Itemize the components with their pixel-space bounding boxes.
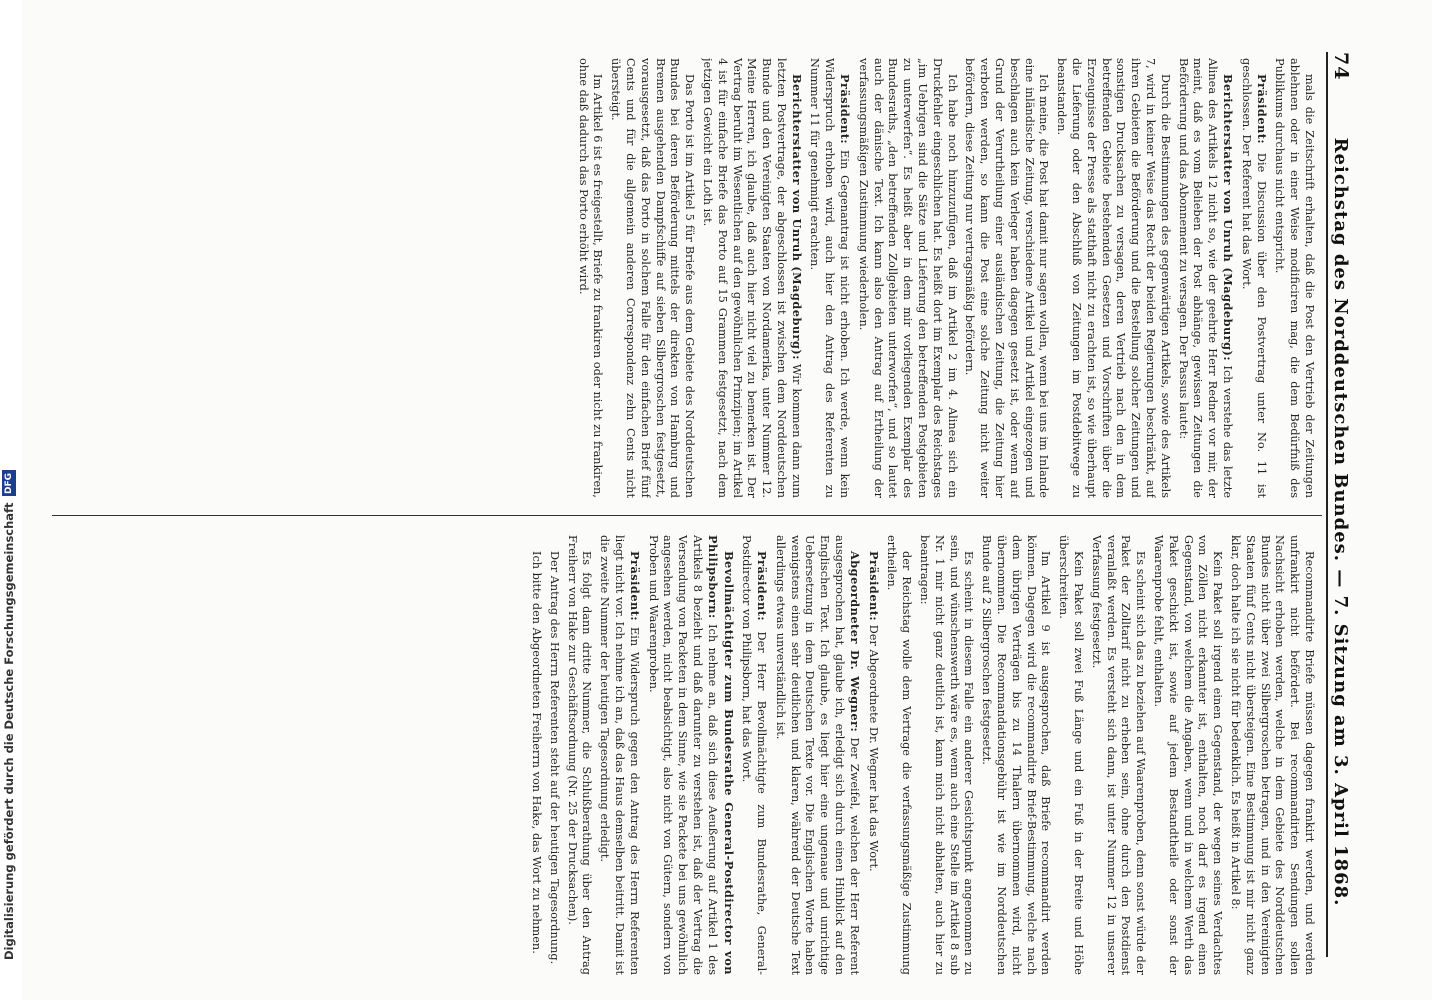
page-number: 74 <box>1330 52 1352 81</box>
paragraph <box>1150 535 1224 975</box>
paragraph-text: Der Abgeordnete Dr. Wegner hat das Wort. <box>866 624 880 872</box>
paragraph-text: Im Artikel 9 ist ausgesprochen, daß Briefe recommandirt werden können. Dagegen wird die recommandirte Brief-Bestimmung, welche nach dem übrigen Verträgen bis zu 14 Thalern übernommen wird, nicht übernommen. Die Recommandationsgebühr ist wie im Norddeutschen Bunde auf 2 Silbergroschen festgesetzt. <box>980 535 1053 975</box>
speaker-name: Berichterstatter von Unruh (Magdeburg): <box>789 74 804 360</box>
paragraph-text: Es folgt dann dritte Nummer, die Schlußberathung über den Antrag Freiherr von Hake zur Geschäftsordnung (Nr. 25 der Drucksachen). <box>565 535 594 975</box>
paragraph <box>962 58 1051 498</box>
paragraph <box>645 535 736 975</box>
paragraph <box>916 535 975 975</box>
paragraph <box>1055 535 1085 975</box>
paragraph-text: Der Zweifel, welchen der Herr Referent ausgesprochen hat, glaube ich, erledigt sich durch einen Hinblick auf den Englischen Text. Ich glaube, es liegt hier eine ungenaue und unrichtige Uebersetzung in dem Deutschen Texte vor. Die Englischen Worte haben wenigstens einen sehr deutlichen und klaren, während der Deutsche Text allerdings etwas unverständlich ist. <box>773 535 861 975</box>
paragraph-text: Die Discussion über den Postvertrag unter No. 11 ist geschlossen. Der Referent hat das Wort. <box>1239 58 1268 498</box>
paragraph <box>528 535 543 975</box>
paragraph <box>978 535 1052 975</box>
speaker-name: Präsident: <box>627 551 642 622</box>
paragraph-text: Ich nehme an, daß sich diese Aeußerung auf Artikel 1 des Artikels 8 bezieht und daß darunter zu verstehen ist, daß der Vertrag die Versendung von Packeten in dem Sinne, wie sie Packete bei uns gewöhnlich angesehen werden, nicht beabsichtigt, also nicht von Gütern, sondern von Proben und Waarenproben. <box>646 535 719 975</box>
paragraph-text: Das Porto ist im Artikel 5 für Briefe aus dem Gebiete des Norddeutschen Bundes bei deren Beförderung mittels der direkten von Hamburg und Bremen ausgehenden Dampfschiffe auf sieben Silbergroschen festgesetzt, vorausgesetzt, daß das Porto in solchem Falle für den einfachen Brief fünf Cents und für die allgemein anderen Correspondenz zehn Cents nicht übersteigt. <box>609 58 697 498</box>
speaker-name: Präsident: <box>838 74 853 145</box>
speaker-name: Berichterstatter von Unruh (Magdeburg): <box>1221 74 1236 362</box>
paragraph-text: Ich verstehe das letzte Alinea des Artikels 12 nicht so, wie der geehrte Herr Redner vor mir, der meint, daß es vom Belieben der Post abhänge, gewissen Zeitungen die Beförderung und das Abonnement zu versagen. Der Passus lautet: <box>1176 58 1235 498</box>
paragraph <box>865 535 881 975</box>
paragraph <box>807 58 852 498</box>
speaker-name: Abgeordneter Dr. Wegner: <box>847 551 862 733</box>
credit-text: Digitalisierung gefördert durch die Deutsche Forschungsgemeinschaft <box>2 502 16 960</box>
paragraph-text: Kein Paket soll zwei Fuß Länge und ein Fuß in der Breite und Höhe überschreiten. <box>1057 535 1086 975</box>
paragraph-text: Wir kommen dann zum letzten Postvertrage, der abgeschlossen ist zwischen dem Norddeutschen Bunde und den Vereinigten Staaten von Nordamerika, unter Nummer 12. Meine Herren, ich glaube, daß auch hier nicht viel zu bemerken ist. Der Vertrag beruht im Wesentlichen auf den gewöhnlichen Prinzipien; im Artikel 4 ist für einfache Briefe das Porto auf 15 Grammen festgesetzt, nach dem jetzigen Gewicht ein Loth ist. <box>700 58 803 498</box>
paragraph-text: Es scheint in diesem Falle ein anderer Gesichtspunkt angenommen zu sein, und wünschenswerth wäre es, wenn auch eine Stelle im Artikel 8 sub Nr. 1 mir nicht ganz deutlich ist, kann mich nicht abhalten, auch hier zu beantragen: <box>918 535 976 975</box>
paragraph-text: Ich bitte den Abgeordneten Freiherrn von Hake, das Wort zu nehmen. <box>529 551 543 954</box>
speaker-name: Präsident: <box>866 551 881 622</box>
speaker-name: Präsident: <box>755 551 770 622</box>
paragraph-text: Der Herr Bevollmächtigte zum Bundesrathe, General-Postdirector von Philipsborn, hat das Wort. <box>740 535 769 975</box>
paragraph <box>1088 535 1147 975</box>
paragraph <box>564 535 594 975</box>
dfg-logo: DFG <box>2 470 16 496</box>
paragraph-text: Durch die Bestimmungen des gegenwärtigen Artikels, sowie des Artikels 7, wird in keiner Weise das Recht der beiden Regierungen beschränkt, auf ihren Gebieten die Beförderung und die Bestellung solcher Zeitungen und sonstigen Drucksachen zu versagen, deren Vertrieb nach den in dem betreffenden Gebiete bestehenden Gesetzen und Vorschriften über die Erzeugnisse der Presse als statthaft nicht zu erachten ist, so wie überhaupt die Lieferung oder den Abschluß von Zeitungen im Postdebitwege zu beanstanden. <box>1055 58 1172 498</box>
paragraph <box>1272 58 1316 498</box>
paragraph-text: Im Artikel 6 ist es freigestellt, Briefe zu frankiren oder nicht zu frankiren, ohne daß dadurch das Porto erhöht wird. <box>576 58 605 498</box>
speaker-name: Präsident: <box>1254 74 1269 145</box>
paragraph <box>855 58 959 498</box>
paragraph <box>596 535 641 975</box>
speaker-name: Bevollmächtigter zum Bundesrathe General-Postdirector von Philipsborn: <box>705 535 736 975</box>
column-divider <box>52 515 1322 516</box>
paragraph <box>546 535 561 975</box>
paragraph <box>1227 535 1316 975</box>
paragraph-text: Ich habe noch hinzuzufügen, daß im Artikel 2 im 4. Alinea sich ein Druckfehler eingeschlichen hat. Es heißt dort im Exemplar des Reichstages „im Uebrigen sind die Sätze und Lieferung den betreffenden Postgebieten zu unterwerfen“. Es heißt aber in dem mir vorliegenden Exemplar des Bundesraths, „den betreffenden Zollgebieten unterworfen“, und so lautet auch der dänische Text. Ich kann also den Antrag auf Ertheilung der verfassungsmäßigen Zustimmung wiederholen. <box>856 58 959 498</box>
left-column <box>46 58 1316 498</box>
page-header <box>1330 52 1370 932</box>
running-head: Reichstag des Norddeutschen Bundes. — 7. Sitzung am 3. April 1868. <box>1330 137 1351 907</box>
header-rule <box>1326 52 1328 957</box>
paragraph <box>772 535 862 975</box>
paragraph <box>1175 58 1235 498</box>
paragraph <box>699 58 804 498</box>
paragraph <box>607 58 696 498</box>
paragraph <box>1053 58 1171 498</box>
paragraph-text: Kein Paket soll irgend einen Gegenstand, der wegen seines Verdachtes von Zöllen nicht erkannter ist, enthalten, noch darf es irgend einen Gegenstand, von welchem die Angaben, wenn und in welchem Werth das Paket geschickt ist, sowie auf jedem Bestandtheile oder sonst der Waarenprobe fehlt, enthalten. <box>1152 535 1225 975</box>
right-column <box>46 535 1316 975</box>
paragraph <box>575 58 605 498</box>
paragraph <box>739 535 770 975</box>
paragraph <box>1238 58 1269 498</box>
digitization-credit <box>2 0 16 960</box>
paragraph-text: Es scheint sich das zu beziehen auf Waarenproben, denn sonst würde der Paket der Zolltarif nicht zu erheben sein, ohne durch den Postdienst veranlaßt werden. Es versteht sich dann, ist unter Nummer 12 in unserer Verfassung festgesetzt. <box>1089 535 1148 975</box>
paragraph <box>884 535 914 975</box>
paragraph-text: Ich meine, die Post hat damit nur sagen wollen, wenn bei uns im Inlande eine inländische Zeitung, verschiedene Artikel und Artikel eingezogen und beschlagen auch kein Verleger haben dagegen gesetzt ist, oder wenn auf Grund der Verurtheilung einer ausländischen Zeitung, die Zeitung hier verboten werden, so kann die Post eine solche Zeitung nicht weiter befördern, diese Zeitung nur vertragsmäßig befördern. <box>963 58 1051 498</box>
paragraph-text: Ein Gegenantrag ist nicht erhoben. Ich werde, wenn kein Widerspruch erhoben wird, auch hier den Antrag des Referenten zu Nummer 11 für genehmigt erachten. <box>808 58 852 498</box>
paragraph-text: Ein Widerspruch gegen den Antrag des Herrn Referenten liegt nicht vor. Ich nehme ich an, daß das Haus demselben beitritt. Damit ist die zweite Nummer der heutigen Tagesordnung erledigt. <box>598 535 641 975</box>
paragraph-text: Der Antrag des Herrn Referenten steht auf der heutigen Tagesordnung. <box>547 551 561 965</box>
paragraph-text: mals die Zeitschrift erhalten, daß die Post den Vertrieb der Zeitungen ablehnen oder in einer Weise modificiren mag, die dem Bedürfniß des Publikums durchaus nicht entspricht. <box>1273 58 1316 498</box>
paragraph-text: Recommandirte Briefe müssen dagegen frankirt werden, und werden unfrankirt nicht befördert. Bei recommandirten Sendungen sollen Nachsicht erhoben werden, welche in dem Gebiete des Norddeutschen Bundes nicht über zwei Silbergroschen betragen, und in den Vereinigten Staaten fünf Cents nicht übersteigen. Eine Bestimmung ist mir nicht ganz klar, doch halte ich sie nicht für bedenklich. Es heißt in Artikel 8: <box>1229 535 1316 975</box>
paragraph-text: der Reichstag wolle dem Vertrage die verfassungsmäßige Zustimmung ertheilen. <box>885 535 914 975</box>
